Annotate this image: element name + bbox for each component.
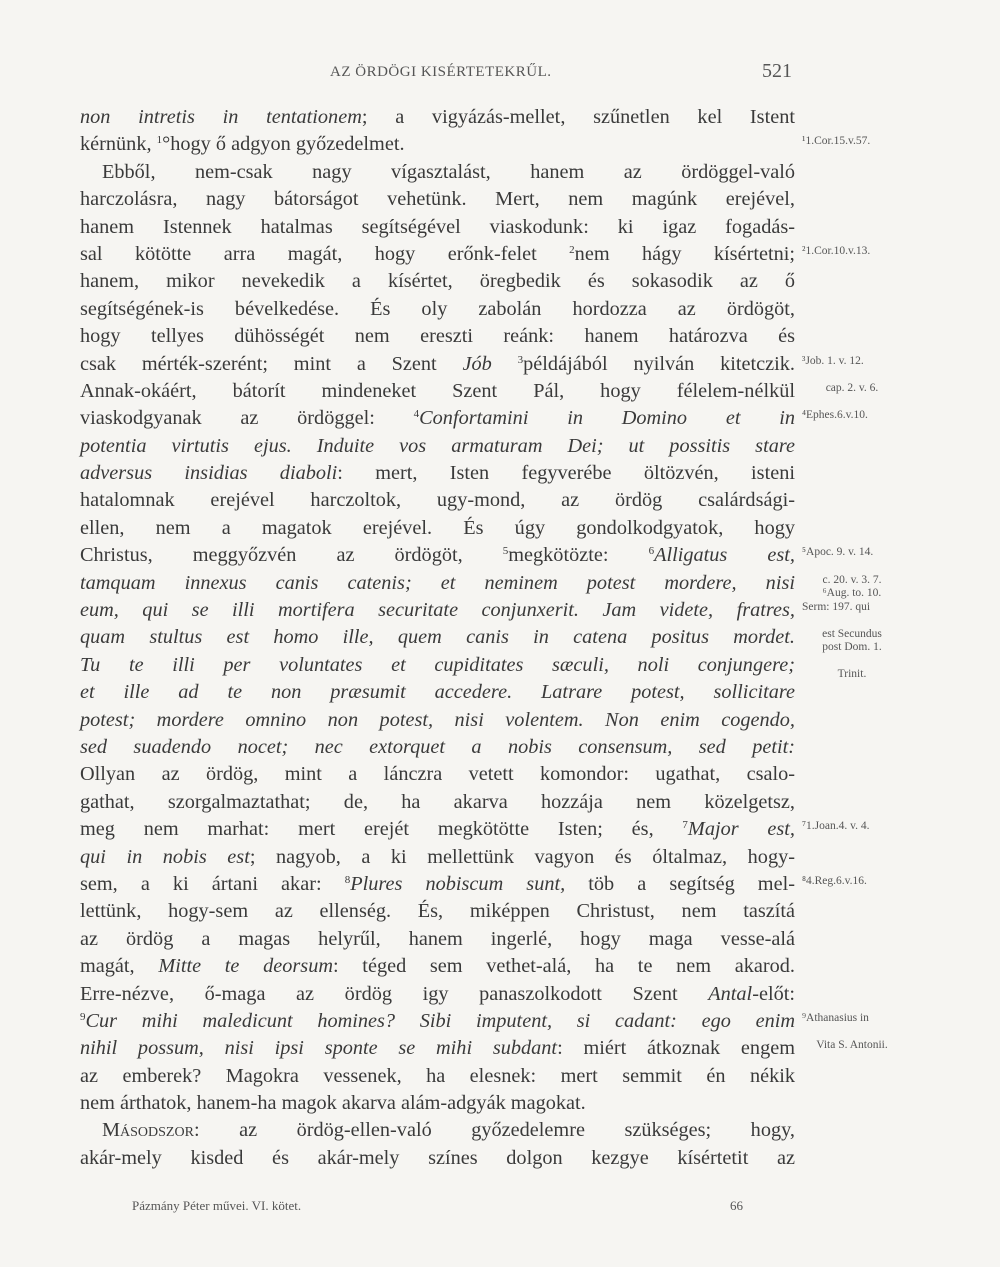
text-line: non intretis in tentationem; a vigyázás-mellet, szűnetlen kel Istent (80, 106, 795, 128)
text-row (0, 268, 1000, 295)
margin-note-line: ⁶Aug. to. 10. (822, 586, 882, 599)
text-line: viaskodgyanak az ördöggel: $^4$Confortamini in Domino et in (80, 407, 795, 430)
text-line: ellen, nem a magatok erejével. És úgy gondolkodgyatok, hogy (80, 516, 795, 539)
text-line: sal kötötte arra magát, hogy erőnk-felet $^2$nem hágy kísértetni; (80, 242, 796, 265)
text-line: adversus insidias diaboli: mert, Isten fegyverébe öltözvén, isteni (80, 462, 795, 485)
text-row (0, 1008, 1000, 1035)
text-row (0, 296, 1000, 323)
footer-sheet-number: 66 (730, 1198, 743, 1213)
page-header (0, 60, 1000, 88)
margin-note (800, 382, 904, 395)
text-line: hanem, mikor nevekedik a kísértet, öregbedik és sokasodik az ő (80, 270, 795, 293)
text-line: akár-mely kisded és akár-mely színes dolgon kezgye kísértetit az (80, 1146, 795, 1169)
text-row (0, 542, 1000, 569)
text-line: sed suadendo nocet; nec extorquet a nobis consensum, sed petit: (80, 735, 795, 758)
text-line: harczolásra, nagy bátorságot vehetünk. Mert, nem magúnk erejével, (80, 188, 795, 211)
margin-note-line: ⁴Ephes.6.v.10. (802, 409, 868, 422)
text-row (0, 241, 1000, 268)
margin-note (802, 409, 910, 422)
margin-note-line: ⁵Apoc. 9. v. 14. (802, 546, 874, 559)
text-line: qui in nobis est; nagyob, a ki mellettünk vagyon és óltalmaz, hogy- (80, 845, 795, 868)
text-line: hatalomnak erejével harczoltok, ugy-mond, az ördög csalárdsági- (80, 489, 795, 512)
text-row (0, 186, 1000, 213)
text-line: meg nem marhat: mert erejét megkötötte Isten; és, $^7$Major est, (80, 818, 795, 841)
text-row (0, 898, 1000, 925)
text-line: magát, Mitte te deorsum: téged sem vethet-alá, ha te nem akarod. (80, 955, 795, 978)
text-row (0, 378, 1000, 405)
text-row (0, 131, 1000, 158)
text-line: sem, a ki ártani akar: $^8$Plures nobiscum sunt, töb a segítség mel- (80, 872, 795, 895)
text-line: et ille ad te non præsumit accedere. Latrare potest, sollicitare (80, 681, 795, 704)
text-line: nem árthatok, hanem-ha magok akarva alám-adgyák magokat. (80, 1092, 586, 1115)
running-head: AZ ÖRDÖGI KISÉRTETEKRŰL. (330, 64, 552, 80)
text-line: az ördög a magas helyrűl, hanem ingerlé, hogy maga vesse-alá (80, 927, 795, 950)
margin-note-line: ³Job. 1. v. 12. (802, 354, 864, 367)
text-row (0, 487, 1000, 514)
text-row (0, 104, 1000, 131)
margin-note-line: ⁸4.Reg.6.v.16. (802, 874, 867, 887)
margin-note-line: cap. 2. v. 6. (825, 381, 879, 394)
text-line: Erre-nézve, ő-maga az ördög igy panaszolkodott Szent Antal-előt: (80, 982, 795, 1005)
margin-note (800, 628, 904, 654)
text-row (0, 981, 1000, 1008)
page-number: 521 (762, 60, 792, 82)
footer-signature: Pázmány Péter művei. VI. kötet. (132, 1198, 302, 1213)
margin-note-line: post Dom. 1. (822, 641, 882, 654)
text-row (0, 1090, 1000, 1117)
margin-note (802, 1012, 910, 1025)
text-line: Ebből, nem-csak nagy vígasztalást, hanem az ördöggel-való (102, 160, 795, 183)
text-line: csak mérték-szerént; mint a Szent Jób $^3$példájából nyilván kitetczik. (80, 352, 796, 375)
margin-note (802, 601, 910, 614)
text-row (0, 871, 1000, 898)
text-row (0, 1145, 1000, 1172)
margin-note (802, 546, 910, 559)
margin-note (802, 820, 910, 833)
margin-note-line: ²1.Cor.10.v.13. (802, 244, 871, 257)
text-row (0, 652, 1000, 679)
text-row (0, 405, 1000, 432)
margin-note-line: Vita S. Antonii. (816, 1039, 888, 1052)
text-row (0, 1035, 1000, 1062)
text-line: eum, qui se illi mortifera securitate conjunxerit. Jam videte, fratres, (80, 599, 795, 622)
text-row (0, 159, 1000, 186)
margin-note-line: ⁹Athanasius in (802, 1011, 869, 1024)
text-line: $^9$Cur mihi maledicunt homines? Sibi imputent, si cadant: ego enim (80, 1009, 795, 1032)
text-row (0, 624, 1000, 654)
margin-note-line: Serm: 197. qui (802, 601, 871, 614)
margin-note (802, 355, 910, 368)
text-line: Annak-okáért, bátorít mindeneket Szent Pál, hogy félelem-nélkül (80, 379, 795, 402)
text-row (0, 597, 1000, 624)
text-line: Ollyan az ördög, mint a lánczra vetett komondor: ugathat, csalo- (80, 763, 795, 786)
margin-note (802, 135, 910, 148)
text-line: hanem Istennek hatalmas segítségével viaskodunk: ki igaz fogadás- (80, 215, 795, 238)
text-row (0, 570, 1000, 597)
text-row (0, 844, 1000, 871)
margin-note (802, 245, 910, 258)
text-row (0, 734, 1000, 761)
margin-note (802, 875, 910, 888)
text-line: potest; mordere omnino non potest, nisi volentem. Non enim cogendo, (80, 708, 795, 731)
text-row (0, 460, 1000, 487)
text-line: hogy tellyes dühösségét nem ereszti reánk: hanem határozva és (80, 325, 795, 348)
margin-note-line: ⁷1.Joan.4. v. 4. (802, 820, 870, 833)
text-line: potentia virtutis ejus. Induite vos armaturam Dei; ut possitis stare (80, 434, 795, 457)
text-row (0, 351, 1000, 378)
text-line: Christus, meggyőzvén az ördögöt, $^5$megkötözte: $^6$Alligatus est, (80, 544, 795, 567)
text-row (0, 433, 1000, 460)
text-line: Másodszor: az ördög-ellen-való győzedelemre szükséges; hogy, (102, 1119, 795, 1142)
text-row (0, 926, 1000, 953)
text-line: gathat, szorgalmaztathat; de, ha akarva hozzája nem közelgetsz, (80, 790, 795, 813)
text-line: tamquam innexus canis catenis; et neminem potest mordere, nisi (80, 571, 795, 594)
text-line: lettünk, hogy-sem az ellenség. És, miképpen Christust, nem taszítá (80, 900, 795, 923)
text-line: az emberek? Magokra vessenek, ha elesnek: mert semmit én nékik (80, 1064, 795, 1087)
text-row (0, 761, 1000, 788)
text-line: kérnünk, $^1$°hogy ő adgyon győzedelmet. (80, 133, 405, 156)
margin-note-line: est Secundus (822, 628, 882, 641)
margin-note (800, 1039, 904, 1052)
text-row (0, 1063, 1000, 1090)
margin-note (800, 574, 904, 600)
text-line: nihil possum, nisi ipsi sponte se mihi subdant: miért átkoznak engem (80, 1037, 795, 1060)
text-row (0, 679, 1000, 706)
text-row (0, 323, 1000, 350)
text-line: Tu te illi per voluntates et cupiditates sæculi, noli conjungere; (80, 653, 795, 676)
text-row (0, 789, 1000, 816)
margin-note-line: ¹1.Cor.15.v.57. (802, 135, 871, 148)
text-row (0, 515, 1000, 542)
text-row (0, 214, 1000, 241)
margin-note-line: c. 20. v. 3. 7. (822, 573, 882, 586)
body-text (0, 104, 1000, 1172)
text-row (0, 816, 1000, 843)
page-footer (0, 1198, 1000, 1218)
text-line: quam stultus est homo ille, quem canis in catena positus mordet. (80, 626, 795, 649)
text-line: segítségének-is bévelkedése. És oly zabolán hordozza az ördögöt, (80, 297, 795, 320)
margin-note-line: Trinit. (837, 667, 867, 680)
text-row (0, 953, 1000, 980)
text-row (0, 707, 1000, 734)
text-row (0, 1117, 1000, 1144)
